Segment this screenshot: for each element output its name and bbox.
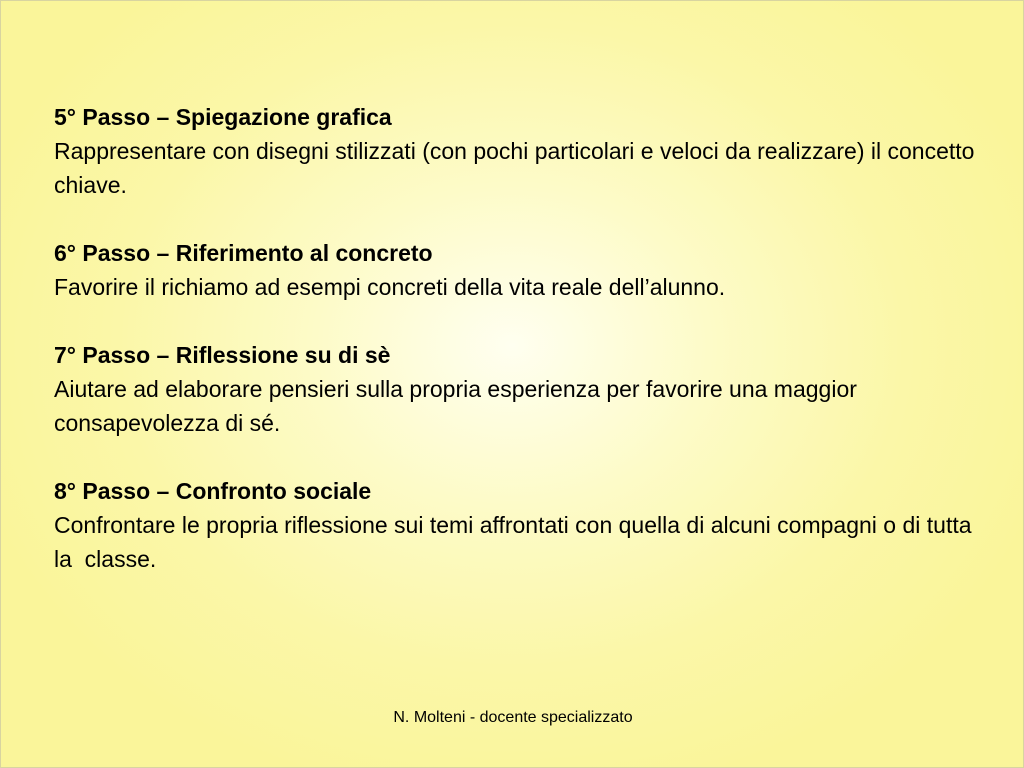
step-7-text: Aiutare ad elaborare pensieri sulla propria esperienza per favorire una maggior consapevolezza di sé. <box>54 376 864 436</box>
step-7-heading: 7° Passo – Riflessione su di sè <box>54 342 391 368</box>
step-6-section <box>54 236 994 304</box>
step-5-section <box>54 100 994 202</box>
step-7-section <box>54 338 994 440</box>
step-6-text: Favorire il richiamo ad esempi concreti della vita reale dell’alunno. <box>54 274 726 300</box>
step-8-heading: 8° Passo – Confronto sociale <box>54 478 372 504</box>
step-8-section <box>54 474 994 576</box>
step-5-heading: 5° Passo – Spiegazione grafica <box>54 104 392 130</box>
step-6-heading: 6° Passo – Riferimento al concreto <box>54 240 433 266</box>
step-5-text: Rappresentare con disegni stilizzati (con pochi particolari e veloci da realizzare) il concetto chiave. <box>54 138 981 198</box>
footer-author: N. Molteni - docente specializzato <box>393 709 633 726</box>
step-8-text: Confrontare le propria riflessione sui temi affrontati con quella di alcuni compagni o di tutta la classe. <box>54 512 978 572</box>
slide-content <box>54 100 994 610</box>
